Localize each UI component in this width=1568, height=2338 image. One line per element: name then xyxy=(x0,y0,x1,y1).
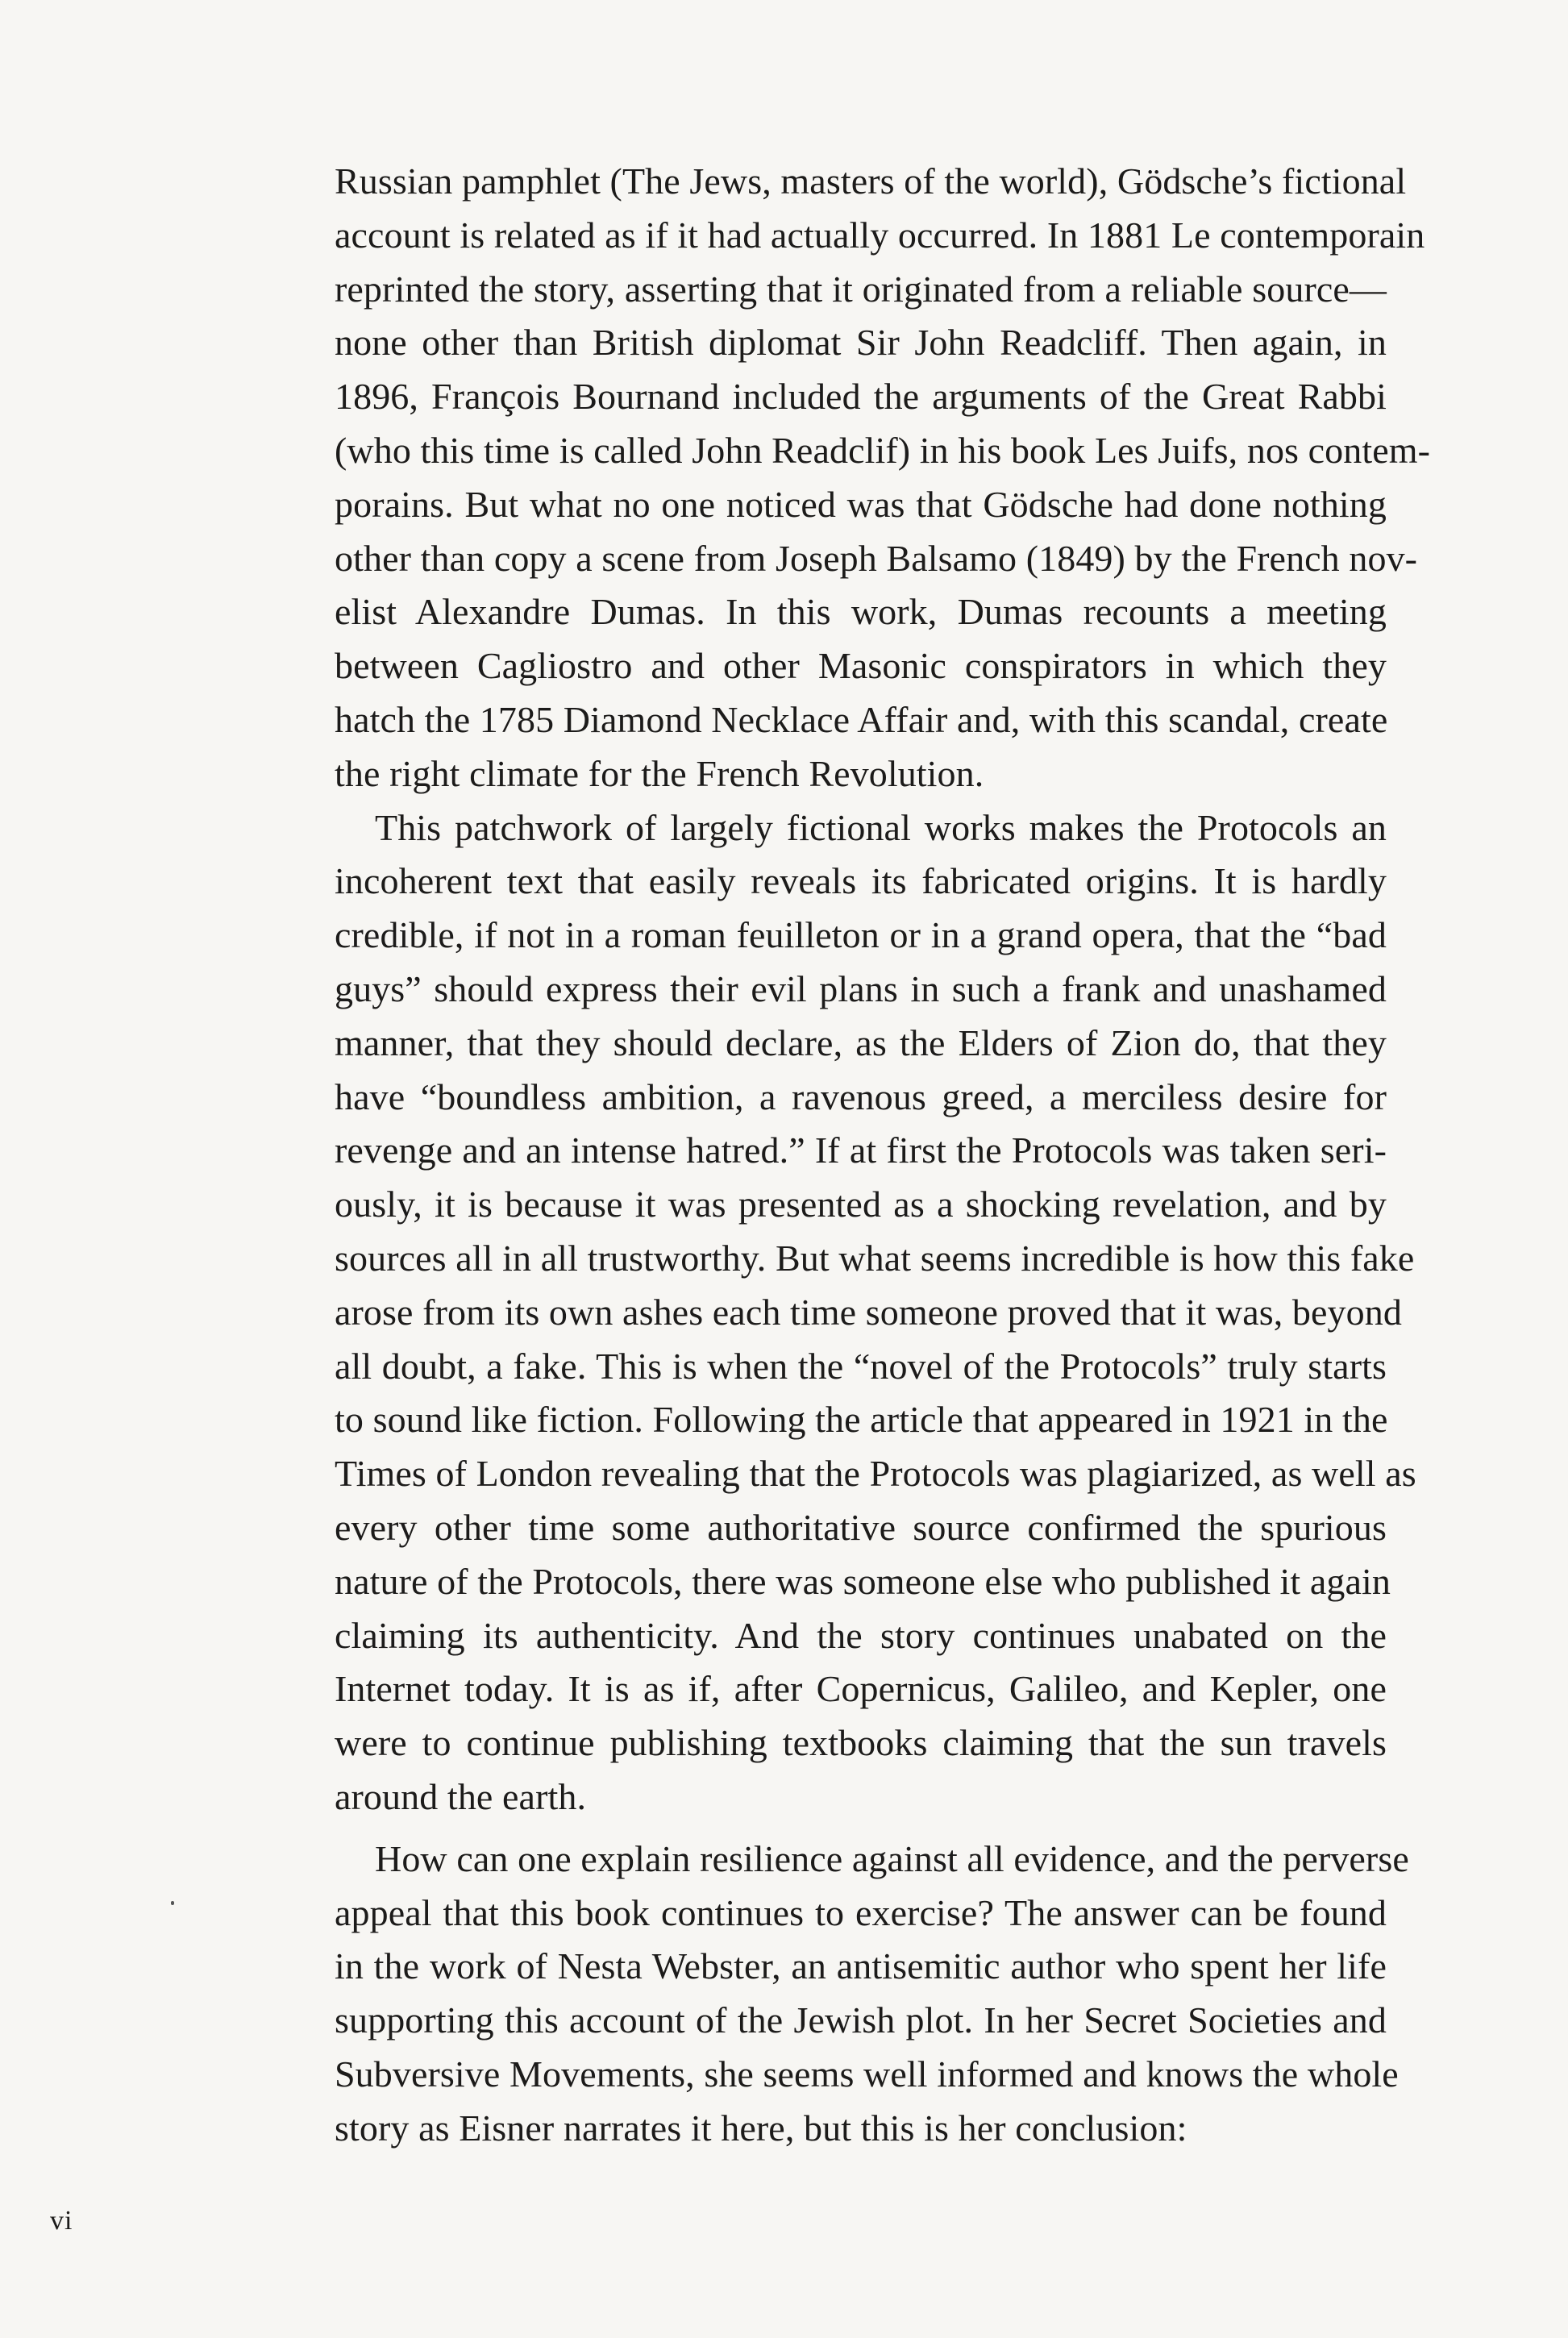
page-number: vi xyxy=(50,2206,73,2236)
text-line: hatch the 1785 Diamond Necklace Affair and, with this scandal, create xyxy=(335,698,1388,740)
text-line: other than copy a scene from Joseph Balsamo (1849) by the French nov- xyxy=(335,537,1418,579)
text-line: none other than British diplomat Sir John Readcliff. Then again, in xyxy=(335,322,1387,364)
text-line: (who this time is called John Readclif) in his book Les Juifs, nos contem- xyxy=(335,429,1431,471)
text-line: Times of London revealing that the Protocols was plagiarized, as well as xyxy=(335,1453,1416,1495)
text-line: to sound like fiction. Following the article that appeared in 1921 in the xyxy=(335,1399,1388,1441)
text-line: all doubt, a fake. This is when the “novel of the Protocols” truly starts xyxy=(335,1345,1387,1387)
text-line: Internet today. It is as if, after Copernicus, Galileo, and Kepler, one xyxy=(335,1668,1387,1710)
text-line: were to continue publishing textbooks claiming that the sun travels xyxy=(335,1722,1387,1764)
text-line: have “boundless ambition, a ravenous greed, a merciless desire for xyxy=(335,1075,1387,1117)
text-line: porains. But what no one noticed was that Gödsche had done nothing xyxy=(335,483,1387,525)
text-line: revenge and an intense hatred.” If at first the Protocols was taken seri- xyxy=(335,1129,1387,1171)
text-line: arose from its own ashes each time someone proved that it was, beyond xyxy=(335,1291,1402,1333)
text-line: story as Eisner narrates it here, but this is her conclusion: xyxy=(335,2107,1187,2149)
text-line: ously, it is because it was presented as a shocking revelation, and by xyxy=(335,1184,1387,1225)
text-line: credible, if not in a roman feuilleton or in a grand opera, that the “bad xyxy=(335,914,1387,956)
text-line: claiming its authenticity. And the story continues unabated on the xyxy=(335,1614,1387,1656)
text-line: supporting this account of the Jewish plot. In her Secret Societies and xyxy=(335,1999,1387,2041)
text-line: Russian pamphlet (The Jews, masters of the world), Gödsche’s fictional xyxy=(335,160,1407,202)
text-line: This patchwork of largely fictional works makes the Protocols an xyxy=(375,806,1387,848)
text-line: the right climate for the French Revolution. xyxy=(335,752,984,794)
text-line: guys” should express their evil plans in such a frank and unashamed xyxy=(335,967,1387,1009)
body-text xyxy=(335,155,1431,2155)
text-line: around the earth. xyxy=(335,1775,587,1817)
text-line: manner, that they should declare, as the Elders of Zion do, that they xyxy=(335,1021,1387,1063)
text-line: elist Alexandre Dumas. In this work, Dumas recounts a meeting xyxy=(335,591,1387,633)
text-line: sources all in all trustworthy. But what seems incredible is how this fake xyxy=(335,1237,1415,1279)
text-line: 1896, François Bournand included the arguments of the Great Rabbi xyxy=(335,376,1387,418)
text-line: every other time some authoritative source confirmed the spurious xyxy=(335,1506,1387,1548)
text-line: account is related as if it had actually occurred. In 1881 Le contemporain xyxy=(335,214,1425,256)
text-line: appeal that this book continues to exercise? The answer can be found xyxy=(335,1891,1387,1933)
text-line: in the work of Nesta Webster, an antisemitic author who spent her life xyxy=(335,1945,1387,1987)
text-line: nature of the Protocols, there was someone else who published it again xyxy=(335,1560,1391,1602)
text-line: incoherent text that easily reveals its fabricated origins. It is hardly xyxy=(335,860,1387,902)
scan-speck xyxy=(171,1901,174,1905)
text-line: Subversive Movements, she seems well informed and knows the whole xyxy=(335,2053,1399,2095)
text-line: reprinted the story, asserting that it originated from a reliable source— xyxy=(335,268,1387,310)
text-line: between Cagliostro and other Masonic conspirators in which they xyxy=(335,645,1387,687)
text-line: How can one explain resilience against all evidence, and the perverse xyxy=(375,1837,1409,1879)
